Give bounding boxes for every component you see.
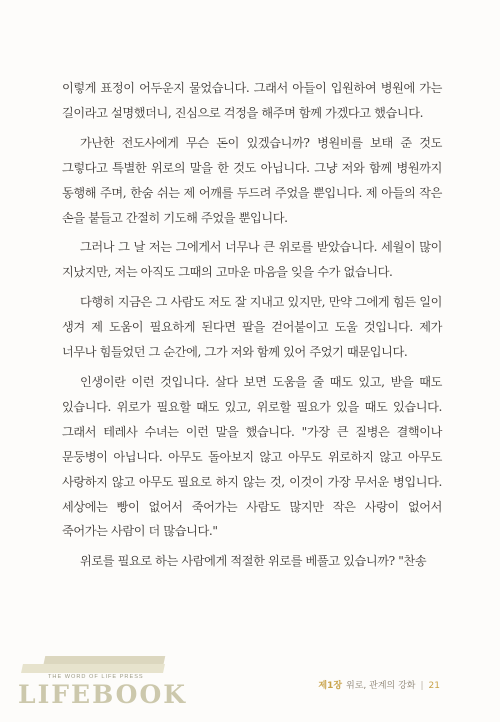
paragraph-1: 이렇게 표정이 어두운지 물었습니다. 그래서 아들이 입원하여 병원에 가는 길이라고 설명했더니, 진심으로 걱정을 해주며 함께 가겠다고 했습니다. [62, 81, 442, 120]
body-text [62, 76, 442, 579]
running-footer [318, 678, 440, 691]
paragraph-3: 그러나 그 날 저는 그에게서 너무나 큰 위로를 받았습니다. 세월이 많이 지났지만, 저는 아직도 그때의 고마운 마음을 잊을 수가 없습니다. [62, 240, 442, 280]
logo-tagline: THE WORD OF LIFE PRESS [48, 674, 144, 680]
logo-stripe-lower [21, 664, 165, 673]
publisher-logo [14, 656, 187, 712]
chapter-label: 제1장 [318, 681, 343, 691]
footer-separator: | [420, 681, 424, 691]
paragraph-4: 다행히 지금은 그 사람도 저도 잘 지내고 있지만, 만약 그에게 힘든 일이 생겨 제 도움이 필요하게 된다면 팔을 걷어붙이고 도울 것입니다. 제가 너무나 힘들었던 그 순간에, 그가 저와 함께 있어 주었기 때문입니다. [62, 295, 442, 360]
paragraph-5: 인생이란 이런 것입니다. 살다 보면 도움을 줄 때도 있고, 받을 때도 있습니다. 위로가 필요할 때도 있고, 위로할 필요가 있을 때도 있습니다. 그래서 테레사 수녀는 이런 말을 했습니다. "가장 큰 질병은 결핵이나 문둥병이 아닙니다. 아무도 돌아보지 않고 아무도 위로하지 않고 아무도 사랑하지 않고 아무도 필요로 하지 않는 것, 이것이 가장 무서운 병입니다. 세상에는 빵이 없어서 죽어가는 사람도 많지만 작은 사랑이 없어서 죽어가는 사람이 더 많습니다." [62, 374, 442, 539]
paragraph-6: 위로를 필요로 하는 사람에게 적절한 위로를 베풀고 있습니까? "찬송 [80, 554, 427, 569]
paragraph-2: 가난한 전도사에게 무슨 돈이 있겠습니까? 병원비를 보태 준 것도 그렇다고 특별한 위로의 말을 한 것도 아닙니다. 그냥 저와 함께 병원까지 동행해 주며, 한숨 쉬는 제 어깨를 두드려 주었을 뿐입니다. 제 아들의 작은 손을 붙들고 간절히 기도해 주었을 뿐입니다. [62, 135, 442, 225]
chapter-title: 위로, 관계의 강화 [346, 681, 416, 691]
page-number: 21 [428, 681, 440, 691]
logo-wordmark: LIFEBOOK [18, 680, 187, 709]
